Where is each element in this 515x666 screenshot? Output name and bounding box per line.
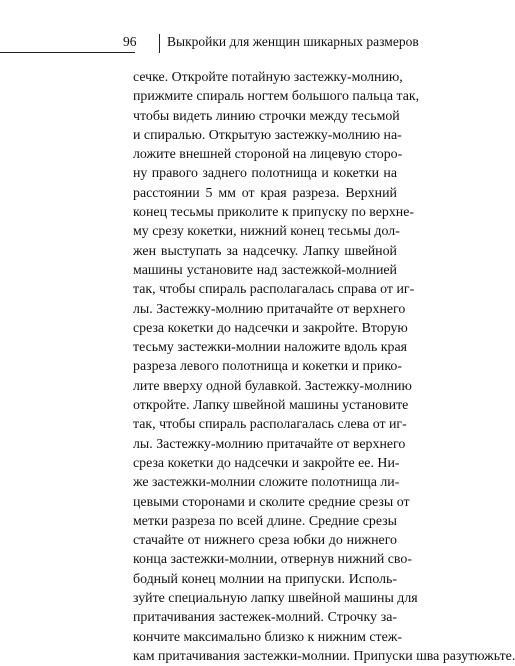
text-line: притачивания застежек-молний. Строчку за- <box>133 610 397 626</box>
text-line: сечке. Откройте потайную застежку-молнию, <box>133 70 403 85</box>
text-line: му срезу кокетки, нижний конец тесьмы дол- <box>133 224 400 240</box>
text-line: среза кокетки до надсечки и закройте ее. Ни- <box>133 455 400 471</box>
text-line: лите вверху одной булавкой. Застежку-молнию <box>133 378 412 394</box>
text-line: и спиралью. Открытую застежку-молнию на- <box>133 127 402 143</box>
text-line: цевыми сторонами и сколите средние срезы от <box>133 494 410 510</box>
header-divider <box>159 34 160 53</box>
text-line: зуйте специальную лапку швейной машины для <box>133 591 418 607</box>
text-line: прижмите спираль ногтем большого пальца так, <box>133 89 420 105</box>
text-line: же застежки-молнии сложите полотнища ли- <box>133 475 400 491</box>
text-line: кончите максимально близко к нижним стеж- <box>133 629 402 645</box>
header-rule <box>0 52 135 53</box>
text-line: лы. Застежку-молнию притачайте от верхнего <box>133 301 406 317</box>
text-line: конец тесьмы приколите к припуску по верхне- <box>133 205 415 221</box>
text-line: тесьму застежки-молнии наложите вдоль края <box>133 340 408 356</box>
text-line: разреза левого полотнища и кокетки и прико- <box>133 359 402 375</box>
text-line: так, чтобы спираль располагалась слева от иг- <box>133 417 407 433</box>
text-line: стачайте от нижнего среза юбки до нижнего <box>133 533 397 549</box>
text-line: жен выступать за надсечку. Лапку швейной <box>133 243 397 259</box>
text-line: так, чтобы спираль располагалась справа от иг- <box>133 282 415 298</box>
text-line: машины установите над застежкой-молнией <box>133 262 397 278</box>
text-line: конца застежки-молнии, отвернув нижний сво- <box>133 552 412 568</box>
running-header <box>0 34 426 50</box>
page-number: 96 <box>123 34 137 49</box>
text-line: чтобы видеть линию строчки между тесьмой <box>133 108 400 124</box>
text-line: ну правого заднего полотнища и кокетки на <box>133 166 397 182</box>
text-line: бодный конец молнии на припуски. Исполь- <box>133 571 397 587</box>
text-line: кам притачивания застежки-молнии. Припуски шва разутюжьте. <box>133 648 515 664</box>
text-line: среза кокетки до надсечки и закройте. Вторую <box>133 320 408 336</box>
body-text <box>133 68 515 666</box>
text-line: откройте. Лапку швейной машины установите <box>133 398 409 414</box>
text-line: ложите внешней стороной на лицевую сторо- <box>133 147 403 163</box>
running-title: Выкройки для женщин шикарных размеров <box>167 34 419 49</box>
text-line: расстоянии 5 мм от края разреза. Верхний <box>133 185 397 201</box>
text-line: лы. Застежку-молнию притачайте от верхнего <box>133 436 406 452</box>
text-line: метки разреза по всей длине. Средние срезы <box>133 513 397 529</box>
